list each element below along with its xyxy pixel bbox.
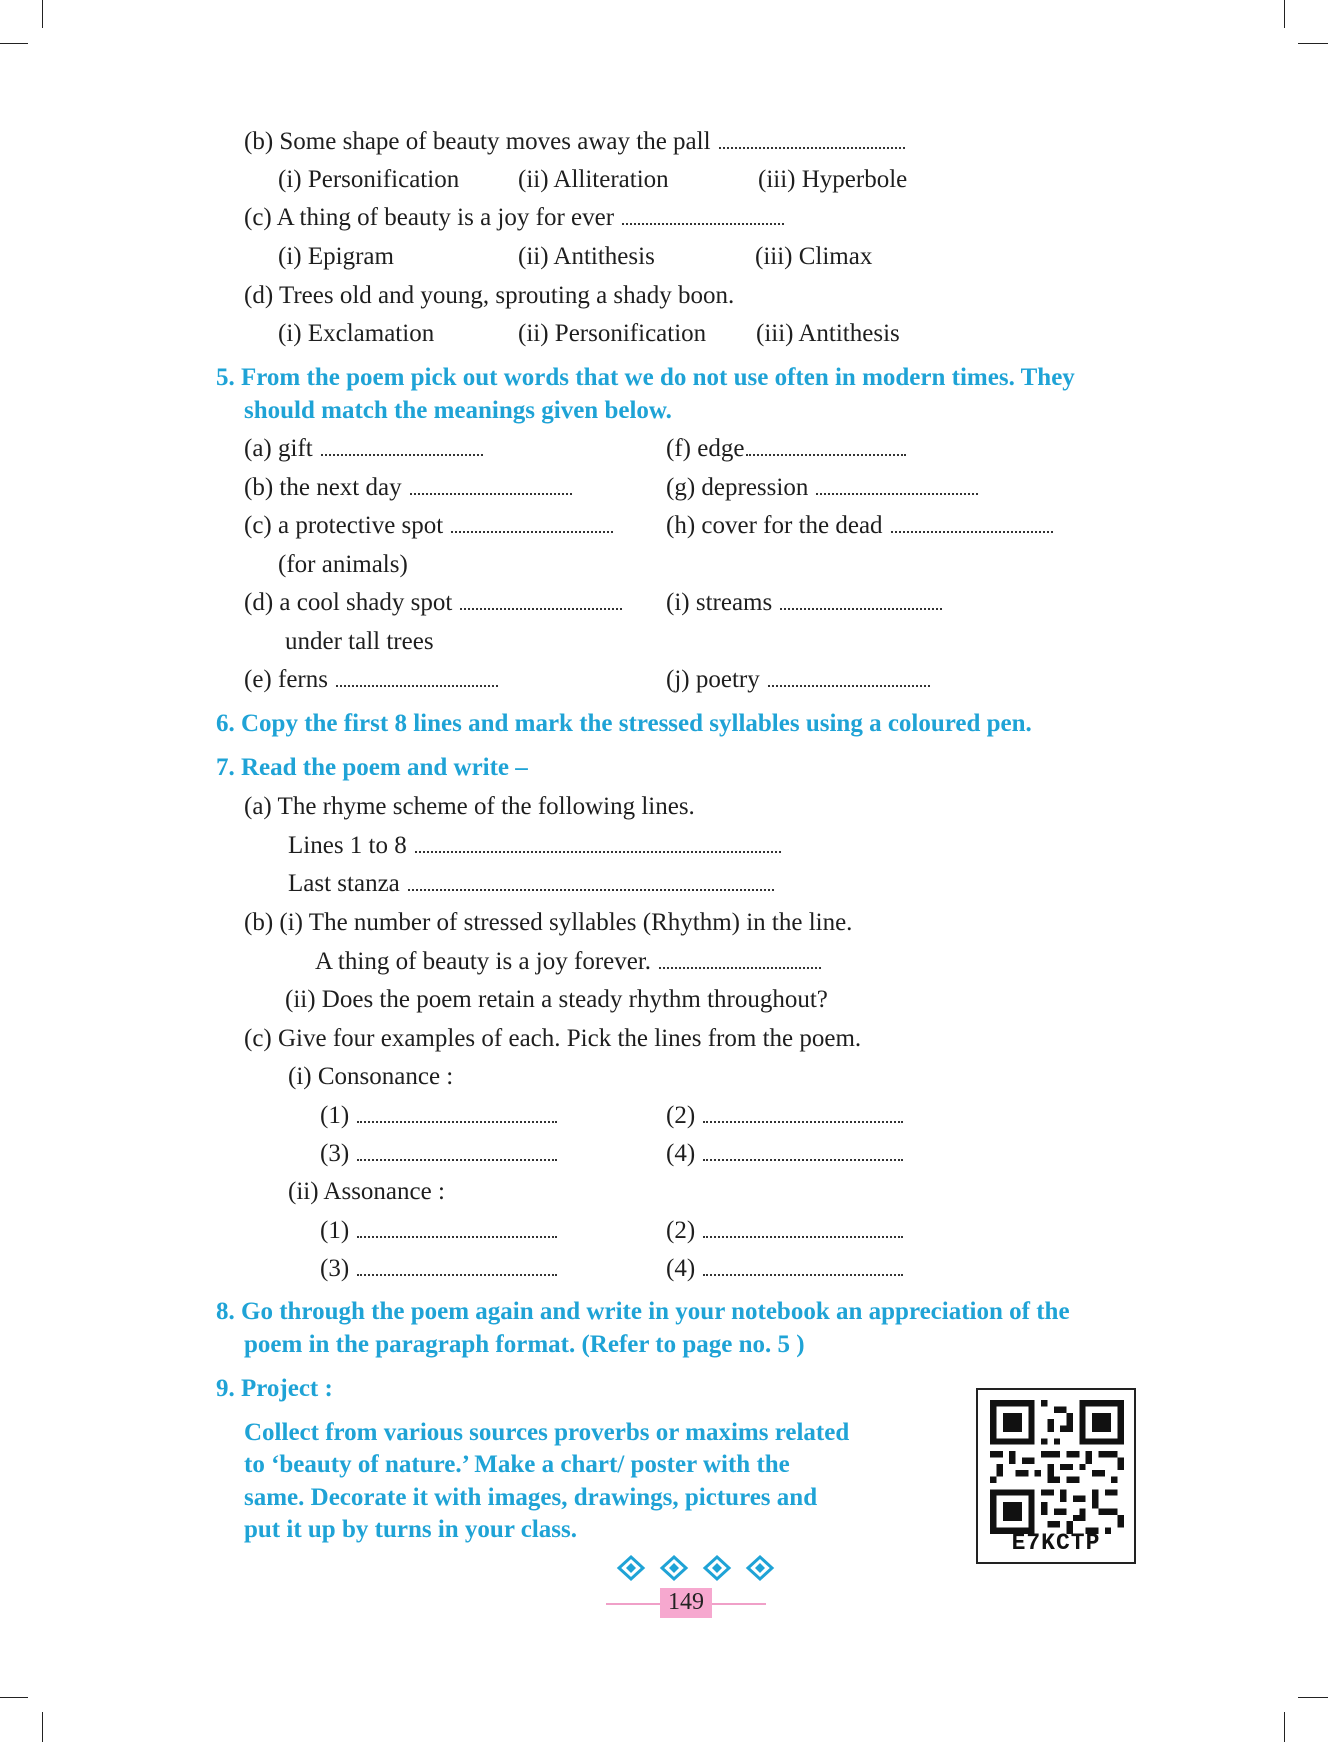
consonance-1: (1) [320, 1100, 557, 1132]
answer-blank[interactable] [703, 1159, 903, 1161]
qr-code-label: E7KCTP [1011, 1530, 1101, 1556]
q5-item-e: (e) ferns [244, 664, 498, 696]
q5-item-i: (i) streams [666, 587, 942, 619]
question-8-heading: 8. Go through the poem again and write in your notebook an appreciation of the [216, 1298, 1070, 1325]
answer-blank[interactable] [703, 1236, 903, 1238]
crop-mark [0, 43, 28, 44]
crop-mark [42, 1712, 43, 1742]
question-6-heading: 6. Copy the first 8 lines and mark the stressed syllables using a coloured pen. [216, 710, 1032, 737]
q7-c-consonance: (i) Consonance : [288, 1063, 454, 1090]
q7-a-lines-1-8: Lines 1 to 8 [288, 830, 781, 862]
answer-blank[interactable] [357, 1236, 557, 1238]
crop-mark [1284, 0, 1285, 28]
project-text-line: Collect from various sources proverbs or maxims related [244, 1419, 850, 1446]
question-7-heading: 7. Read the poem and write – [216, 754, 528, 781]
q7-b-ii-prompt: (ii) Does the poem retain a steady rhythm throughout? [285, 986, 828, 1013]
answer-blank[interactable] [321, 454, 483, 456]
answer-blank[interactable] [719, 147, 905, 149]
q4-c-prompt: (c) A thing of beauty is a joy for ever [244, 202, 784, 234]
crop-mark [42, 0, 43, 28]
q5-item-c-cont: (for animals) [278, 551, 408, 578]
q5-item-g: (g) depression [666, 472, 978, 504]
question-5-heading-cont: should match the meanings given below. [244, 397, 672, 424]
q7-b-i-line: A thing of beauty is a joy forever. [315, 946, 821, 978]
option[interactable]: (i) Exclamation [278, 320, 435, 347]
answer-blank[interactable] [451, 531, 613, 533]
question-8-heading-cont: poem in the paragraph format. (Refer to page no. 5 ) [244, 1331, 805, 1358]
consonance-2: (2) [666, 1100, 903, 1132]
q5-item-f: (f) edge [666, 433, 906, 465]
answer-blank[interactable] [460, 608, 622, 610]
assonance-1: (1) [320, 1215, 557, 1247]
answer-blank[interactable] [703, 1274, 903, 1276]
q5-item-d-cont: under tall trees [285, 628, 434, 655]
answer-blank[interactable] [816, 493, 978, 495]
assonance-3: (3) [320, 1253, 557, 1285]
assonance-2: (2) [666, 1215, 903, 1247]
answer-blank[interactable] [622, 223, 784, 225]
answer-blank[interactable] [336, 685, 498, 687]
crop-mark [1298, 43, 1328, 44]
consonance-3: (3) [320, 1138, 557, 1170]
answer-blank[interactable] [410, 493, 572, 495]
q5-item-c: (c) a protective spot [244, 510, 613, 542]
answer-blank[interactable] [415, 851, 781, 853]
q7-a-last-stanza: Last stanza [288, 868, 774, 900]
page-number: 149 [668, 1589, 704, 1615]
crop-mark [1284, 1712, 1285, 1742]
qr-code-icon [990, 1400, 1124, 1534]
option[interactable]: (i) Personification [278, 166, 460, 193]
qr-code[interactable] [976, 1388, 1136, 1564]
q5-item-h: (h) cover for the dead [666, 510, 1053, 542]
answer-blank[interactable] [703, 1121, 903, 1123]
diamond-ornament [616, 1554, 776, 1582]
option[interactable]: (iii) Antithesis [756, 320, 900, 347]
project-text-line: same. Decorate it with images, drawings, pictures and [244, 1484, 818, 1511]
project-text-line: to ‘beauty of nature.’ Make a chart/ poster with the [244, 1451, 790, 1478]
q4-d-prompt: (d) Trees old and young, sprouting a shady boon. [244, 282, 735, 309]
crop-mark [1298, 1697, 1328, 1698]
assonance-4: (4) [666, 1253, 903, 1285]
crop-mark [0, 1697, 28, 1698]
option[interactable]: (iii) Hyperbole [758, 166, 908, 193]
option[interactable]: (ii) Alliteration [518, 166, 669, 193]
option[interactable]: (iii) Climax [755, 243, 873, 270]
question-9-heading: 9. Project : [216, 1375, 333, 1402]
answer-blank[interactable] [891, 531, 1053, 533]
option[interactable]: (ii) Antithesis [518, 243, 655, 270]
q7-c-prompt: (c) Give four examples of each. Pick the lines from the poem. [244, 1025, 862, 1052]
answer-blank[interactable] [357, 1121, 557, 1123]
answer-blank[interactable] [659, 967, 821, 969]
q5-item-a: (a) gift [244, 433, 483, 465]
answer-blank[interactable] [408, 889, 774, 891]
q5-item-b: (b) the next day [244, 472, 572, 504]
answer-blank[interactable] [768, 685, 930, 687]
question-5-heading: 5. From the poem pick out words that we do not use often in modern times. They [216, 364, 1075, 391]
answer-blank[interactable] [746, 454, 906, 456]
answer-blank[interactable] [357, 1274, 557, 1276]
answer-blank[interactable] [357, 1159, 557, 1161]
q7-c-assonance: (ii) Assonance : [288, 1178, 445, 1205]
q7-b-i-prompt: (b) (i) The number of stressed syllables (Rhythm) in the line. [244, 909, 853, 936]
q4-b-prompt: (b) Some shape of beauty moves away the pall [244, 126, 905, 158]
option[interactable]: (i) Epigram [278, 243, 394, 270]
consonance-4: (4) [666, 1138, 903, 1170]
q7-a-prompt: (a) The rhyme scheme of the following lines. [244, 793, 695, 820]
q5-item-d: (d) a cool shady spot [244, 587, 622, 619]
option[interactable]: (ii) Personification [518, 320, 707, 347]
q5-item-j: (j) poetry [666, 664, 930, 696]
answer-blank[interactable] [780, 608, 942, 610]
project-text-line: put it up by turns in your class. [244, 1516, 577, 1543]
